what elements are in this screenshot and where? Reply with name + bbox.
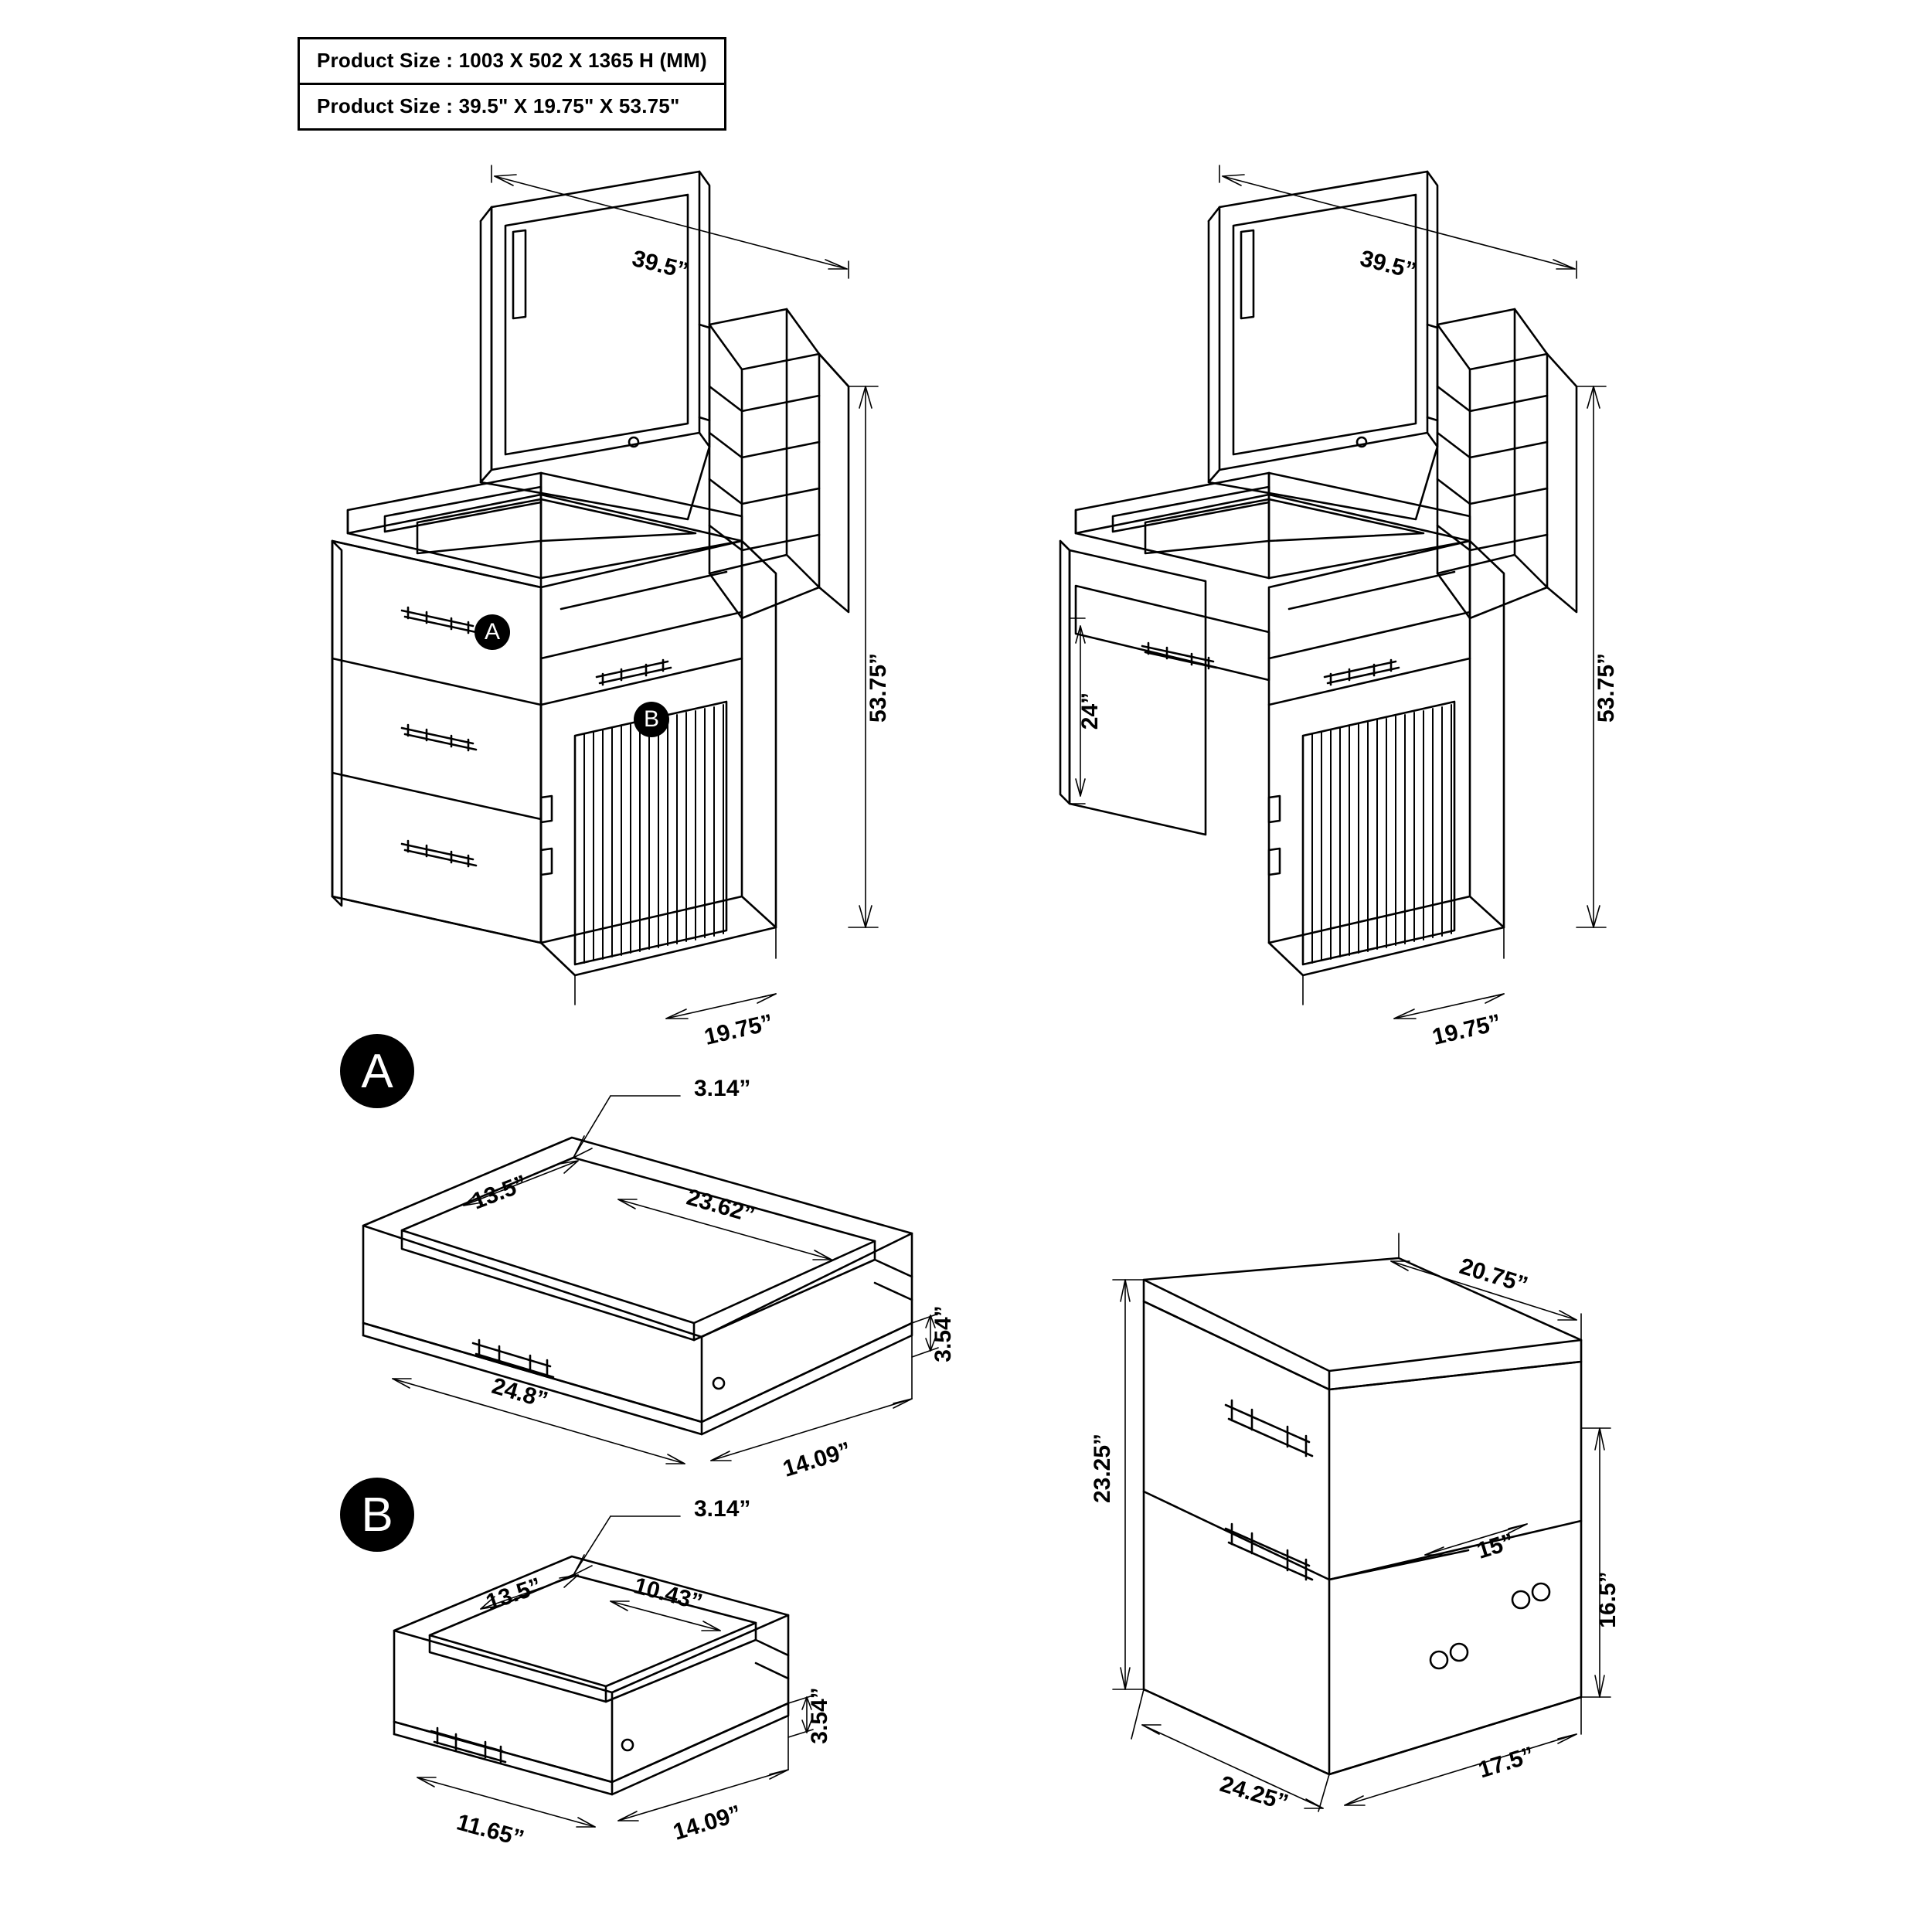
dim-cab-height: 23.25” xyxy=(1090,1433,1115,1504)
dim-b-inner-width: 10.43” xyxy=(631,1573,706,1616)
dim-desk-height: 24” xyxy=(1077,692,1103,730)
dim-rear-depth: 19.75” xyxy=(1430,1009,1504,1050)
dim-front-width: 39.5” xyxy=(629,245,691,284)
view-front-iso xyxy=(332,165,878,1019)
product-size-inch: Product Size : 39.5" X 19.75" X 53.75" xyxy=(300,83,724,128)
dim-b-inner-depth: 13.5” xyxy=(482,1573,545,1616)
reeded-door-panel-rear xyxy=(1312,705,1451,963)
dim-b-outer-width: 11.65” xyxy=(454,1809,527,1852)
dim-cab-inner-depth: 15” xyxy=(1474,1529,1518,1564)
view-rear-iso xyxy=(1060,165,1606,1019)
detail-drawer-a xyxy=(363,1096,938,1464)
drawer-handle-right-top xyxy=(597,660,671,685)
callout-badge-a: A xyxy=(340,1034,414,1108)
dim-cab-top-depth: 20.75” xyxy=(1456,1253,1531,1298)
callout-marker-a: A xyxy=(474,614,510,650)
dim-cab-width: 24.25” xyxy=(1216,1770,1291,1816)
callout-badge-b: B xyxy=(340,1478,414,1552)
dim-a-side-depth: 14.09” xyxy=(780,1437,855,1482)
detail-drawer-b xyxy=(394,1516,813,1827)
reeded-door-panel xyxy=(584,705,723,963)
detail-cabinet xyxy=(1113,1233,1611,1811)
dim-rear-height: 53.75” xyxy=(1594,652,1619,723)
dim-front-depth: 19.75” xyxy=(702,1009,776,1050)
dim-a-inner-width: 23.62” xyxy=(683,1184,758,1229)
dim-b-thickness: 3.14” xyxy=(694,1496,751,1522)
drawer-b-handle xyxy=(431,1728,505,1762)
dim-front-height: 53.75” xyxy=(866,652,891,723)
drawer-handles-left xyxy=(402,607,476,866)
drawer-handle-rear-right xyxy=(1325,660,1399,685)
callout-marker-b: B xyxy=(634,702,669,737)
dim-cab-depth: 17.5” xyxy=(1475,1742,1538,1784)
dim-cab-side-height: 16.5” xyxy=(1595,1571,1621,1628)
dim-a-front-height: 3.54” xyxy=(930,1305,956,1362)
dim-a-inner-depth: 13.5” xyxy=(468,1170,531,1215)
dim-rear-width: 39.5” xyxy=(1357,245,1419,284)
dim-b-side-depth: 14.09” xyxy=(670,1800,745,1845)
product-size-mm: Product Size : 1003 X 502 X 1365 H (MM) xyxy=(317,49,707,72)
dim-a-outer-width: 24.8” xyxy=(488,1372,551,1413)
dim-a-thickness: 3.14” xyxy=(694,1076,751,1101)
dim-b-front-height: 3.54” xyxy=(807,1687,832,1744)
cabinet-handle-top xyxy=(1226,1400,1312,1456)
